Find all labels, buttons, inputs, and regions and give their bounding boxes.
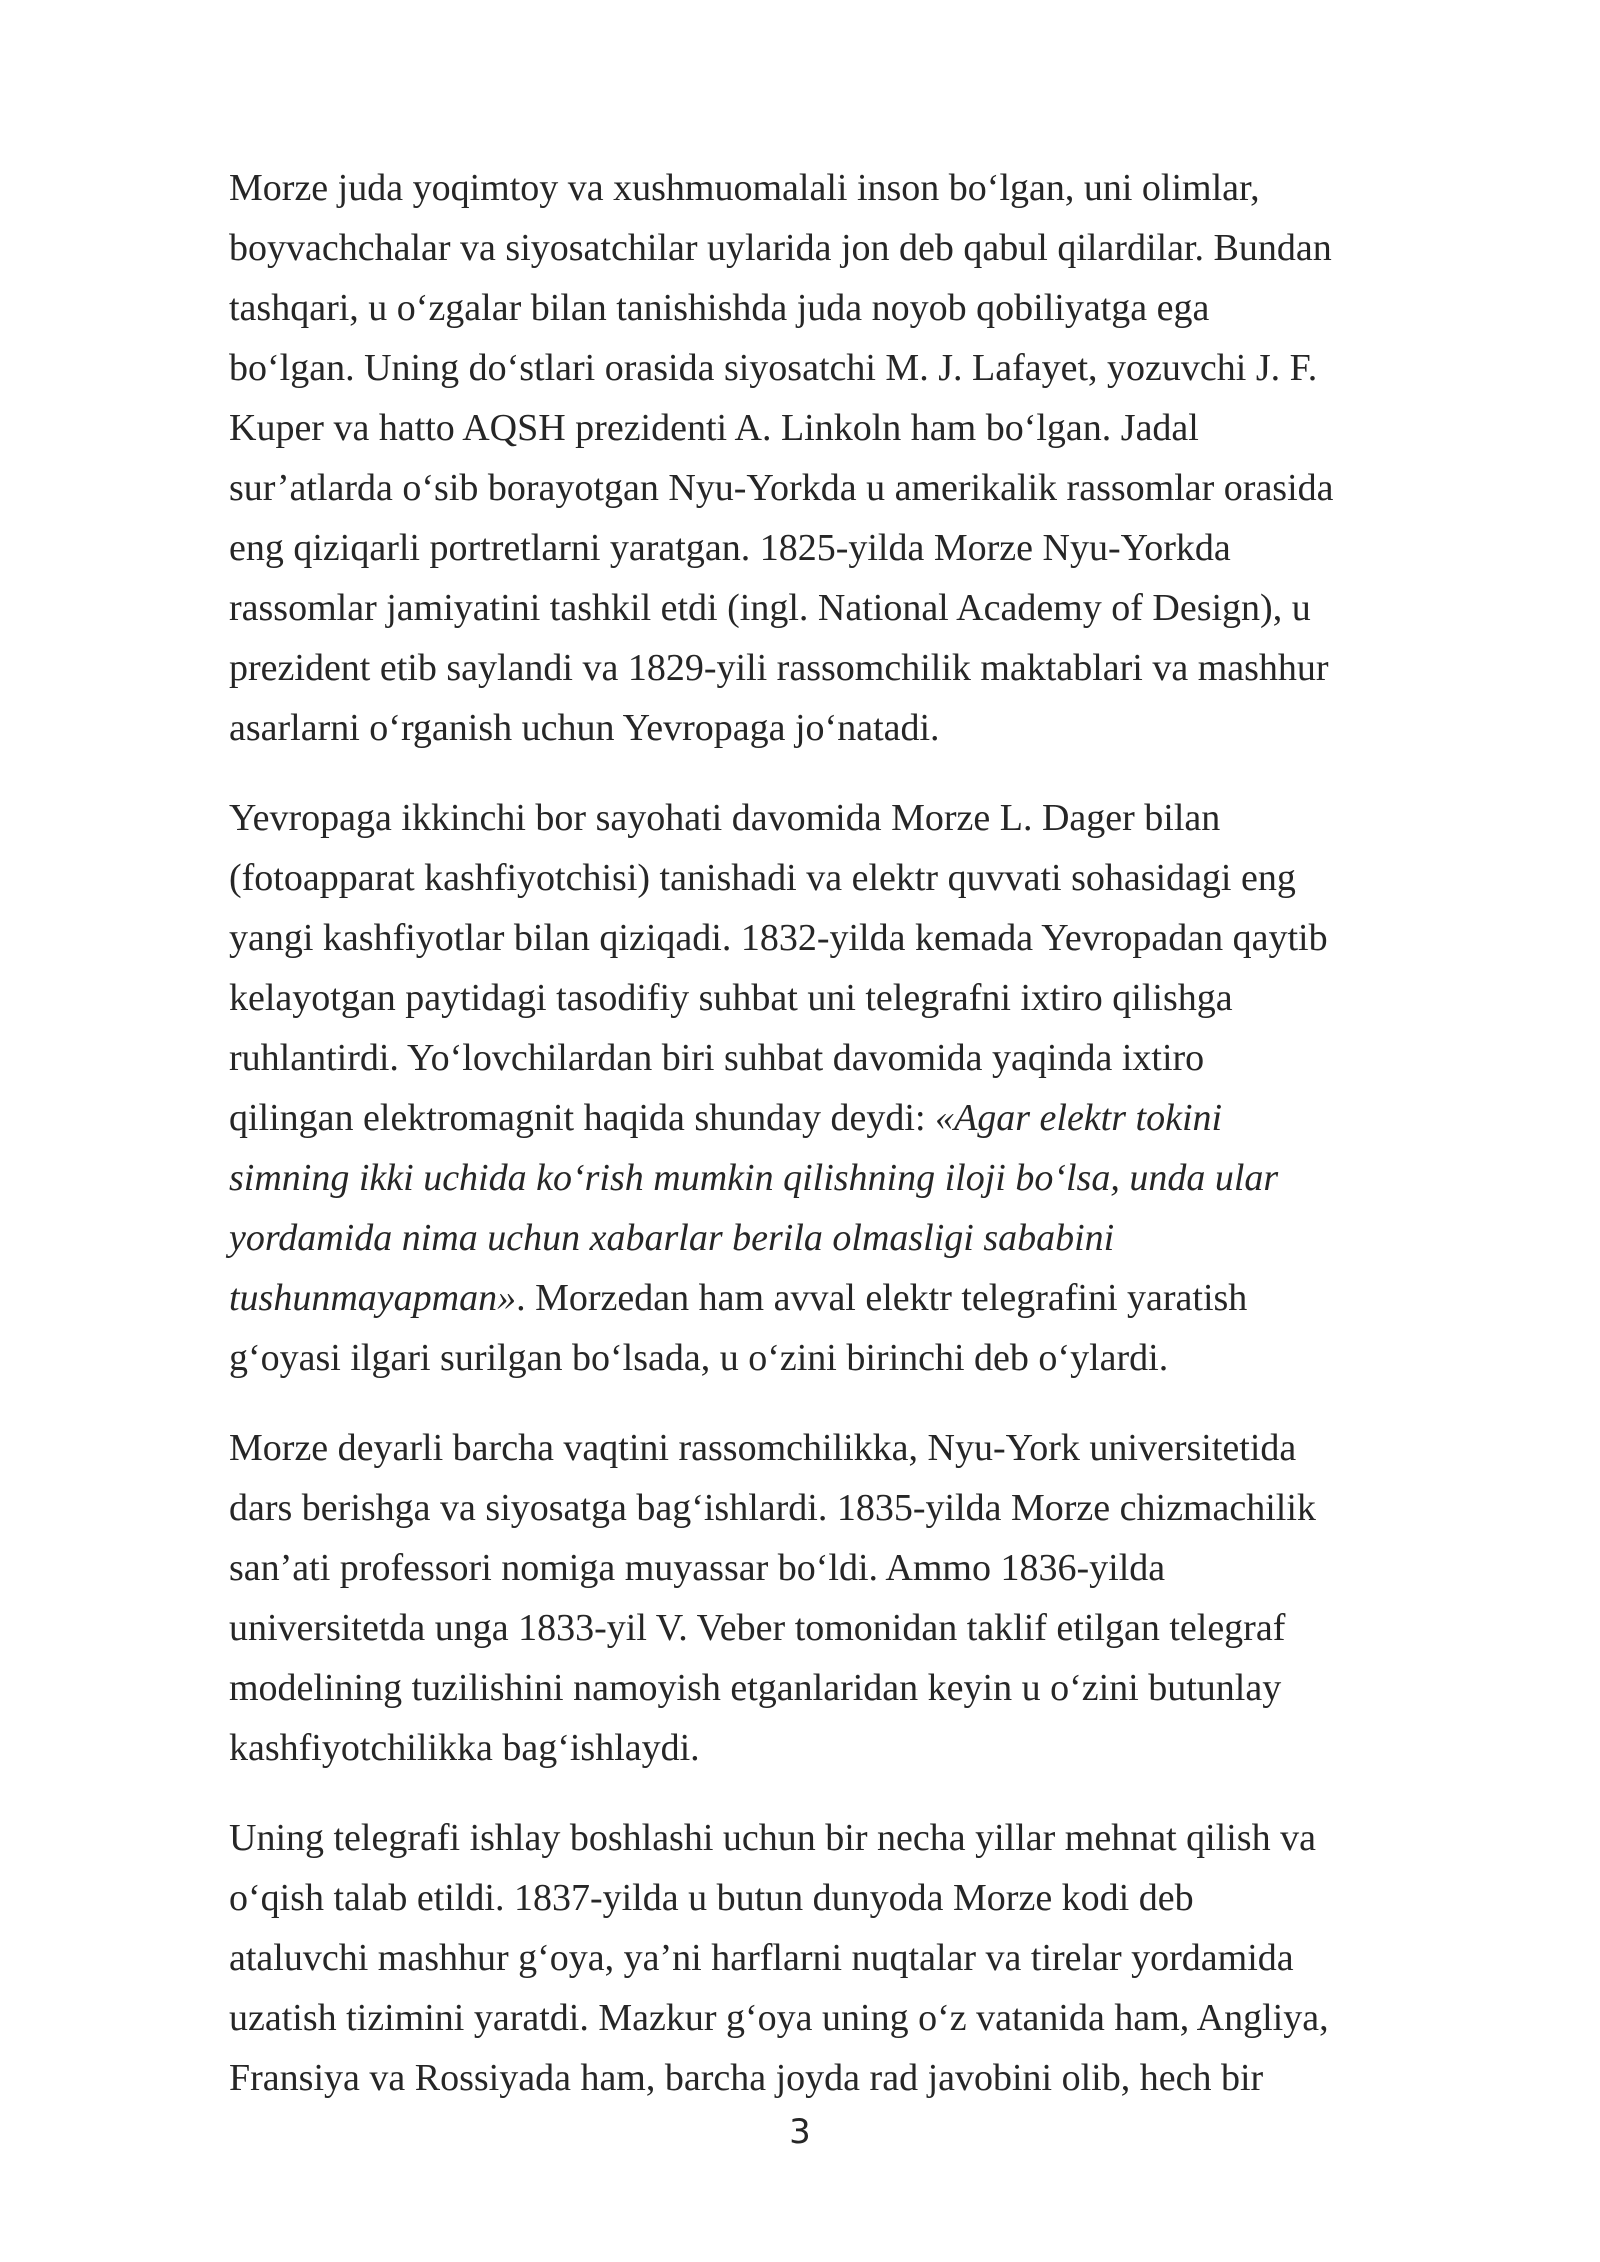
text-line: (fotoapparat kashfiyotchisi) tanishadi va elektr quvvati sohasidagi eng <box>229 857 1296 899</box>
paragraph-4 <box>229 1808 1491 2108</box>
text-line: boyvachchalar va siyosatchilar uylarida jon deb qabul qilardilar. Bundan <box>229 227 1332 269</box>
text-line: Morze deyarli barcha vaqtini rassomchilikka, Nyu-York universitetida <box>229 1427 1297 1469</box>
text-line: eng qiziqarli portretlarni yaratgan. 1825-yilda Morze Nyu-Yorkda <box>229 527 1231 569</box>
quote-text: yordamida nima uchun xabarlar berila olmasligi sababini <box>229 1217 1115 1259</box>
text-line <box>229 1148 1491 1208</box>
text-line: san’ati professori nomiga muyassar bo‘ldi. Ammo 1836-yilda <box>229 1547 1166 1589</box>
text-line: Uning telegrafi ishlay boshlashi uchun bir necha yillar mehnat qilish va <box>229 1817 1316 1859</box>
text-line: kelayotgan paytidagi tasodifiy suhbat uni telegrafni ixtiro qilishga <box>229 977 1233 1019</box>
text-line: asarlarni o‘rganish uchun Yevropaga jo‘natadi. <box>229 707 940 749</box>
page-number: 3 <box>789 2112 811 2152</box>
text-line: modelining tuzilishini namoyish etganlaridan keyin u o‘zini butunlay <box>229 1667 1282 1709</box>
quote-text: simning ikki uchida ko‘rish mumkin qilishning iloji bo‘lsa, unda ular <box>229 1157 1279 1199</box>
text-line <box>229 1208 1491 1268</box>
quote-tail-text: . Morzedan ham avval elektr telegrafini yaratish <box>516 1277 1248 1319</box>
text-line: Kuper va hatto AQSH prezidenti A. Linkoln ham bo‘lgan. Jadal <box>229 407 1199 449</box>
text-line: tashqari, u o‘zgalar bilan tanishishda juda noyob qobiliyatga ega <box>229 287 1210 329</box>
quote-text: «Agar elektr tokini <box>935 1097 1223 1139</box>
text-line: uzatish tizimini yaratdi. Mazkur g‘oya uning o‘z vatanida ham, Angliya, <box>229 1997 1329 2039</box>
text-line: yangi kashfiyotlar bilan qiziqadi. 1832-yilda kemada Yevropadan qaytib <box>229 917 1328 959</box>
text-line: bo‘lgan. Uning do‘stlari orasida siyosatchi M. J. Lafayet, yozuvchi J. F. <box>229 347 1318 389</box>
paragraph-3 <box>229 1418 1491 1778</box>
text-line: sur’atlarda o‘sib borayotgan Nyu-Yorkda u amerikalik rassomlar orasida <box>229 467 1334 509</box>
text-line: rassomlar jamiyatini tashkil etdi (ingl. National Academy of Design), u <box>229 587 1311 629</box>
text-line: Fransiya va Rossiyada ham, barcha joyda rad javobini olib, hech bir <box>229 2057 1264 2099</box>
text-line: universitetda unga 1833-yil V. Veber tomonidan taklif etilgan telegraf <box>229 1607 1286 1649</box>
quote-lead-text: qilingan elektromagnit haqida shunday deydi: <box>229 1097 936 1139</box>
text-line: dars berishga va siyosatga bag‘ishlardi. 1835-yilda Morze chizmachilik <box>229 1487 1316 1529</box>
text-line: prezident etib saylandi va 1829-yili rassomchilik maktablari va mashhur <box>229 647 1329 689</box>
text-line <box>229 1268 1491 1328</box>
text-line: g‘oyasi ilgari surilgan bo‘lsada, u o‘zini birinchi deb o‘ylardi. <box>229 1337 1169 1379</box>
text-line: Yevropaga ikkinchi bor sayohati davomida Morze L. Dager bilan <box>229 797 1221 839</box>
text-line: ruhlantirdi. Yo‘lovchilardan biri suhbat davomida yaqinda ixtiro <box>229 1037 1205 1079</box>
page-body <box>229 158 1491 2138</box>
text-line <box>229 1088 1491 1148</box>
paragraph-1 <box>229 158 1491 758</box>
text-line: kashfiyotchilikka bag‘ishlaydi. <box>229 1727 700 1769</box>
paragraph-2 <box>229 788 1491 1388</box>
text-line: Morze juda yoqimtoy va xushmuomalali inson bo‘lgan, uni olimlar, <box>229 167 1260 209</box>
quote-text: tushunmayapman» <box>229 1277 517 1319</box>
text-line: ataluvchi mashhur g‘oya, ya’ni harflarni nuqtalar va tirelar yordamida <box>229 1937 1294 1979</box>
text-line: o‘qish talab etildi. 1837-yilda u butun dunyoda Morze kodi deb <box>229 1877 1194 1919</box>
